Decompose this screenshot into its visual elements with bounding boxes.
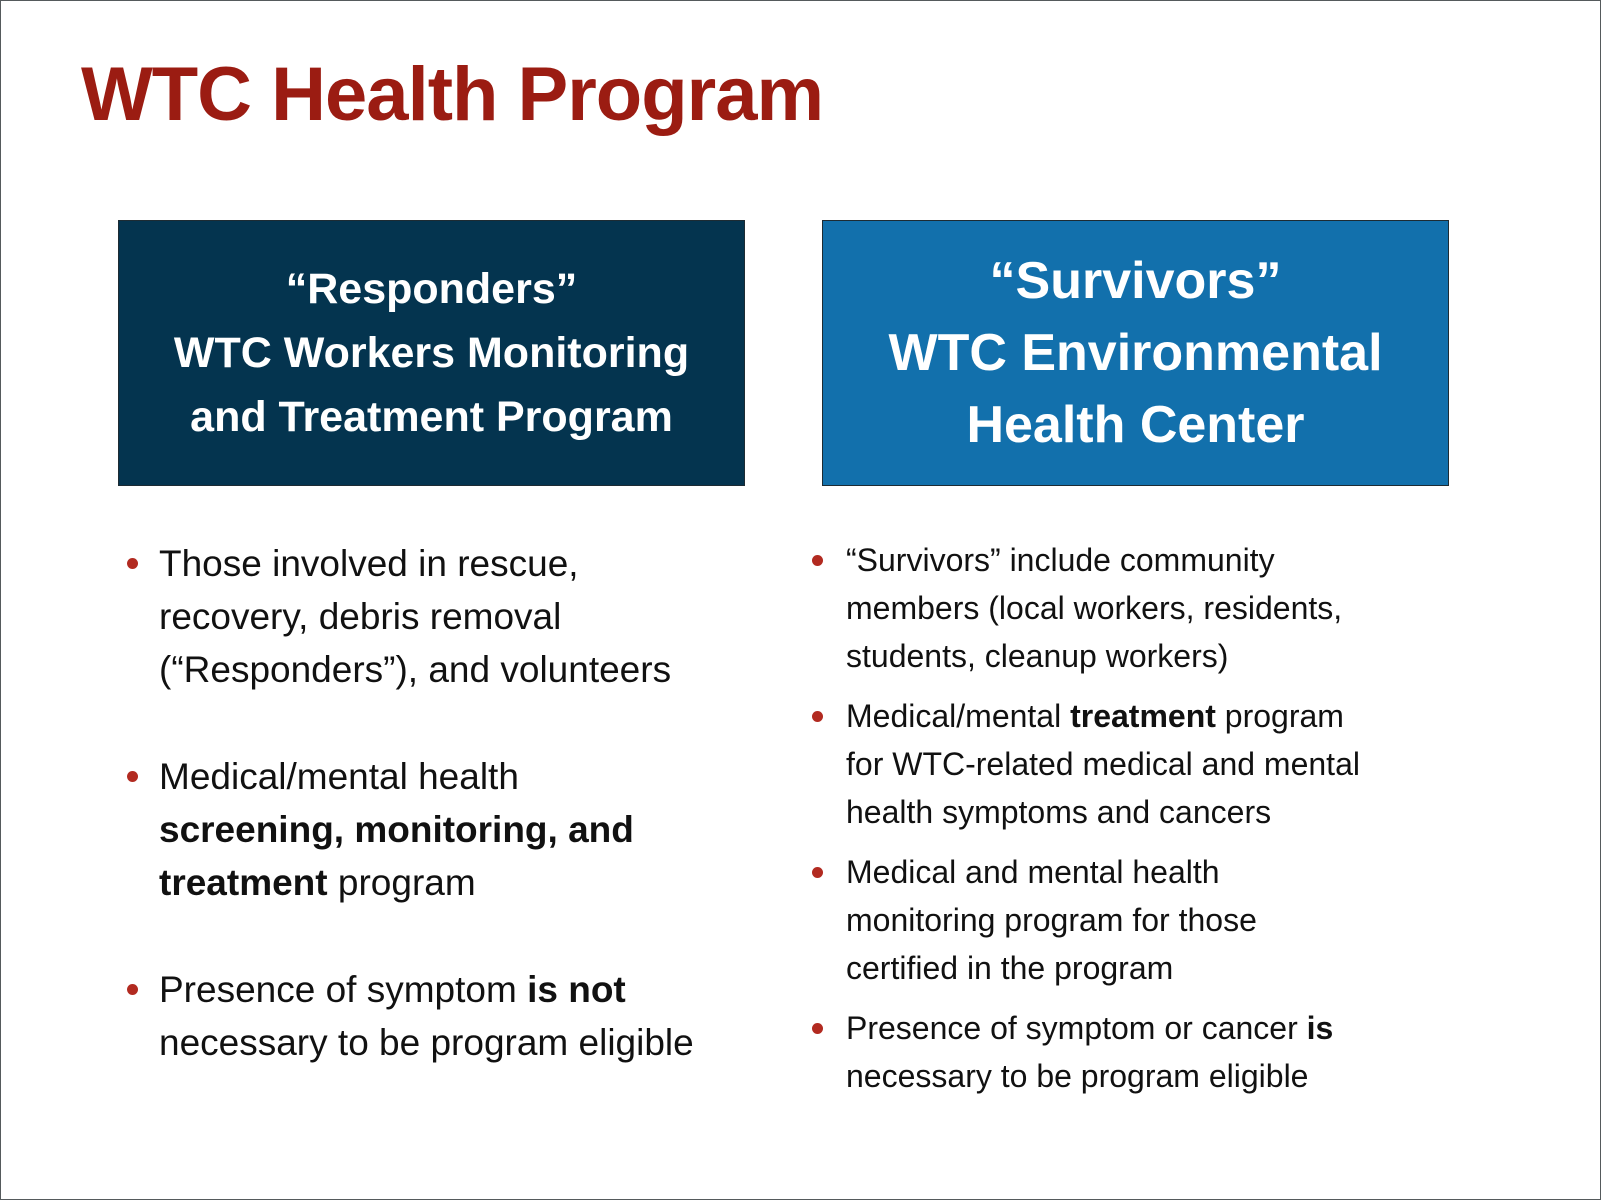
bullet-text: Presence of symptom or cancer: [846, 1010, 1307, 1046]
survivors-bullet-monitoring: [846, 848, 1486, 992]
survivors-bullet-list: [846, 536, 1486, 1112]
survivors-bullet-definition: [846, 536, 1486, 680]
bullet-line: students, cleanup workers): [846, 638, 1229, 674]
bullet-line: for WTC-related medical and mental: [846, 746, 1360, 782]
bullet-bold-text: screening, monitoring, and: [159, 809, 634, 850]
bullet-bold-text: treatment: [1070, 698, 1216, 734]
bullet-line: necessary to be program eligible: [159, 1022, 694, 1063]
bullet-text: Presence of symptom: [159, 969, 528, 1010]
page-title: WTC Health Program: [81, 52, 824, 137]
responders-bullet-symptom-requirement: [159, 963, 779, 1069]
responders-heading: “Responders”: [285, 265, 578, 313]
bullet-bold-text: is: [1306, 1010, 1334, 1046]
responders-bullet-services: [159, 750, 779, 909]
bullet-line: necessary to be program eligible: [846, 1058, 1309, 1094]
bullet-bold-text: treatment: [159, 862, 328, 903]
bullet-bold-text: is not: [527, 969, 626, 1010]
bullet-line: monitoring program for those: [846, 902, 1257, 938]
bullet-line: recovery, debris removal: [159, 596, 562, 637]
responders-bullet-list: [159, 537, 779, 1123]
survivors-bullet-treatment: [846, 692, 1486, 836]
survivors-header-box: [822, 220, 1449, 486]
survivors-program-line1: WTC Environmental: [888, 324, 1383, 382]
bullet-line: Medical and mental health: [846, 854, 1220, 890]
responders-header-box: [118, 220, 745, 486]
bullet-line: certified in the program: [846, 950, 1174, 986]
responders-program-line1: WTC Workers Monitoring: [173, 329, 690, 377]
bullet-line: Medical/mental health: [159, 756, 519, 797]
bullet-line: members (local workers, residents,: [846, 590, 1343, 626]
survivors-heading: “Survivors”: [989, 252, 1282, 310]
bullet-text: program: [327, 862, 476, 903]
bullet-text: program: [1215, 698, 1344, 734]
survivors-bullet-symptom-requirement: [846, 1004, 1486, 1100]
bullet-line: (“Responders”), and volunteers: [159, 649, 672, 690]
bullet-line: health symptoms and cancers: [846, 794, 1272, 830]
bullet-line: “Survivors” include community: [846, 542, 1275, 578]
survivors-program-line2: Health Center: [966, 396, 1305, 454]
bullet-line: Those involved in rescue,: [159, 543, 579, 584]
responders-program-line2: and Treatment Program: [190, 393, 673, 441]
responders-bullet-eligibility-groups: [159, 537, 779, 696]
bullet-text: Medical/mental: [846, 698, 1071, 734]
